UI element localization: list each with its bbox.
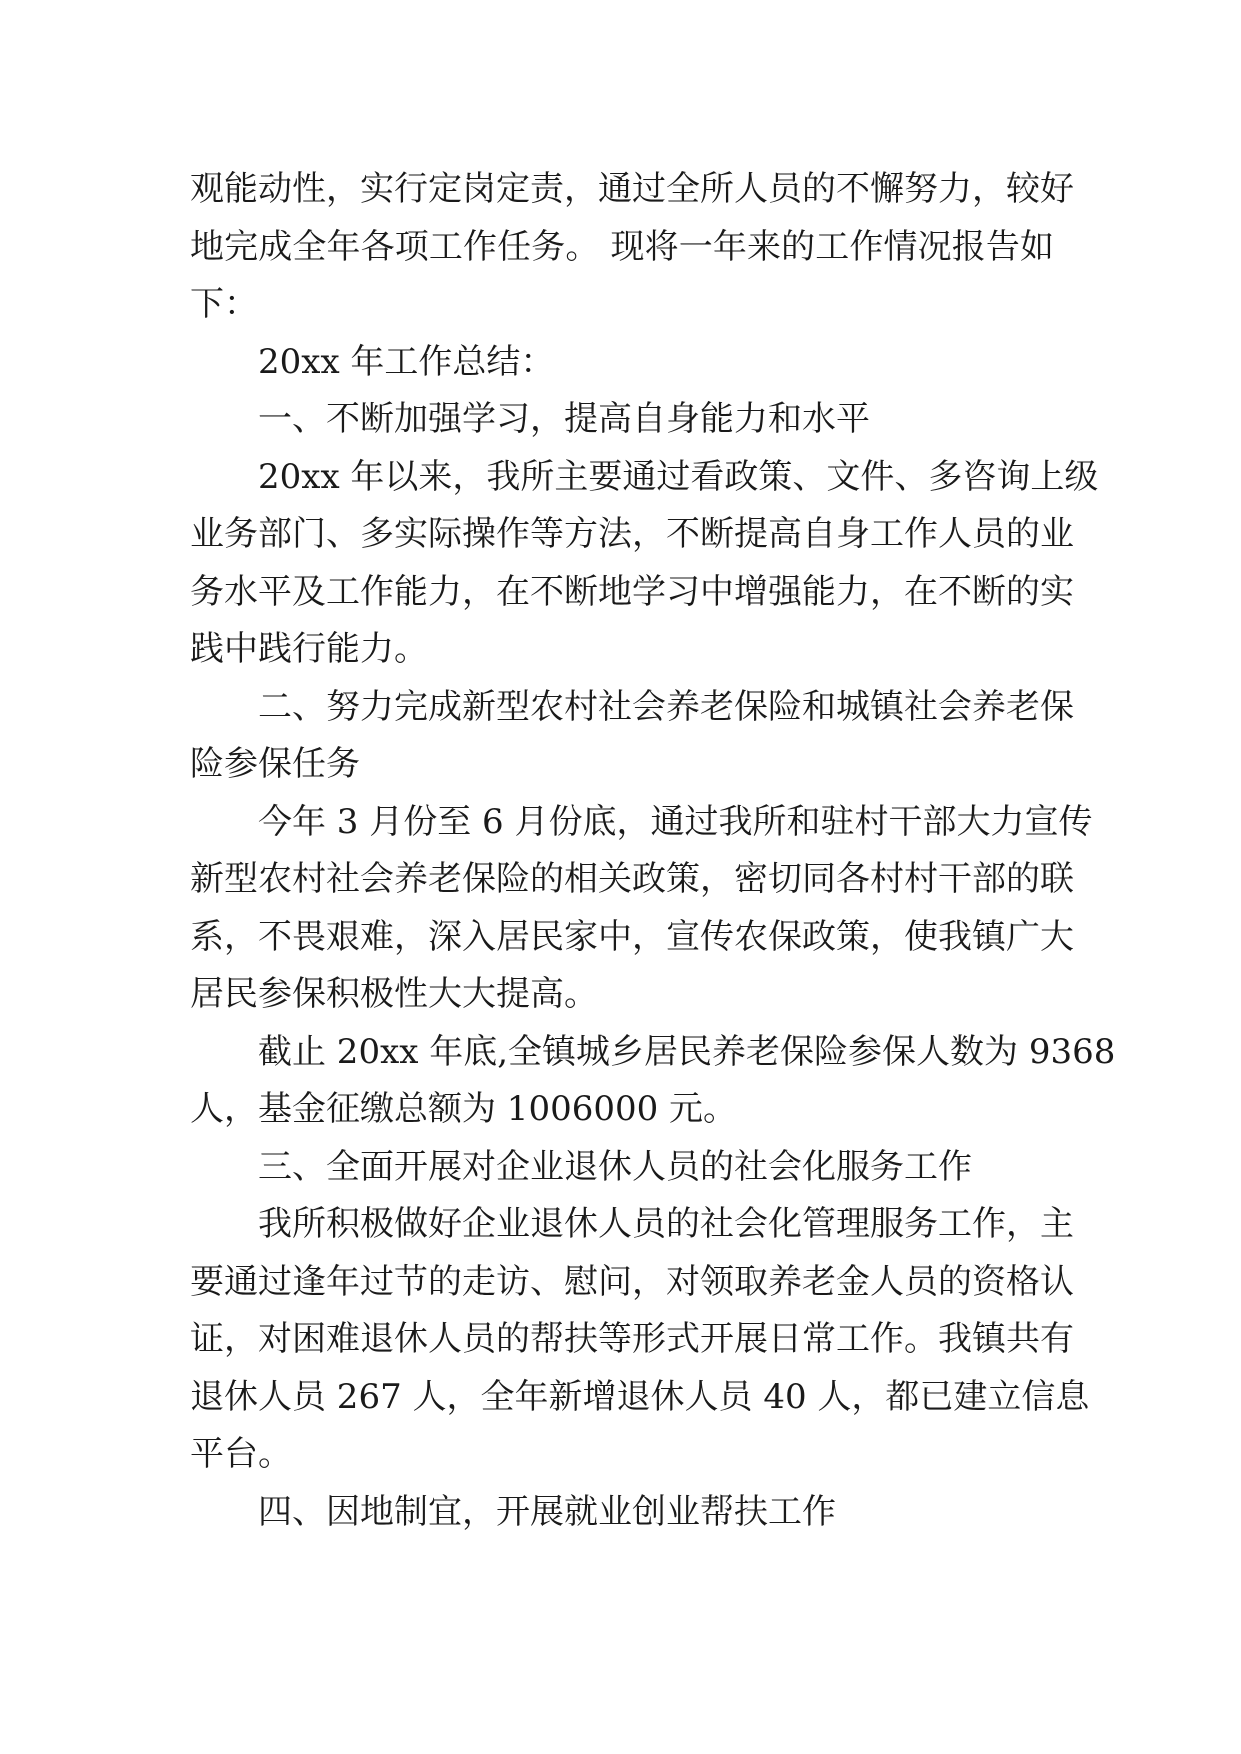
- text-line: 人，基金征缴总额为 1006000 元。: [190, 1089, 738, 1129]
- section-heading: 险参保任务: [190, 744, 360, 784]
- section-heading: 四、因地制宜，开展就业创业帮扶工作: [258, 1492, 836, 1532]
- text-line: 退休人员 267 人，全年新增退休人员 40 人，都已建立信息: [190, 1377, 1090, 1417]
- text-line: 今年 3 月份至 6 月份底，通过我所和驻村干部大力宣传: [258, 802, 1093, 842]
- text-line: 地完成全年各项工作任务。 现将一年来的工作情况报告如: [190, 227, 1054, 267]
- section-heading: 20xx 年工作总结：: [258, 342, 555, 382]
- text-line: 证，对困难退休人员的帮扶等形式开展日常工作。我镇共有: [190, 1319, 1074, 1359]
- text-line: 平台。: [190, 1434, 292, 1474]
- section-heading: 一、不断加强学习，提高自身能力和水平: [258, 399, 870, 439]
- text-line: 下：: [190, 284, 258, 324]
- text-line: 务水平及工作能力，在不断地学习中增强能力，在不断的实: [190, 572, 1074, 612]
- text-line: 践中践行能力。: [190, 629, 428, 669]
- text-line: 新型农村社会养老保险的相关政策，密切同各村村干部的联: [190, 859, 1074, 899]
- text-line: 20xx 年以来，我所主要通过看政策、文件、多咨询上级: [258, 457, 1099, 497]
- text-line: 居民参保积极性大大提高。: [190, 974, 598, 1014]
- text-line: 我所积极做好企业退休人员的社会化管理服务工作，主: [258, 1204, 1074, 1244]
- text-line: 要通过逢年过节的走访、慰问，对领取养老金人员的资格认: [190, 1262, 1074, 1302]
- text-line: 业务部门、多实际操作等方法，不断提高自身工作人员的业: [190, 514, 1074, 554]
- section-heading: 三、全面开展对企业退休人员的社会化服务工作: [258, 1147, 972, 1187]
- text-line: 观能动性，实行定岗定责，通过全所人员的不懈努力，较好: [190, 169, 1074, 209]
- text-line: 系，不畏艰难，深入居民家中，宣传农保政策，使我镇广大: [190, 917, 1074, 957]
- text-line: 截止 20xx 年底,全镇城乡居民养老保险参保人数为 9368: [258, 1032, 1116, 1072]
- section-heading: 二、努力完成新型农村社会养老保险和城镇社会养老保: [258, 687, 1074, 727]
